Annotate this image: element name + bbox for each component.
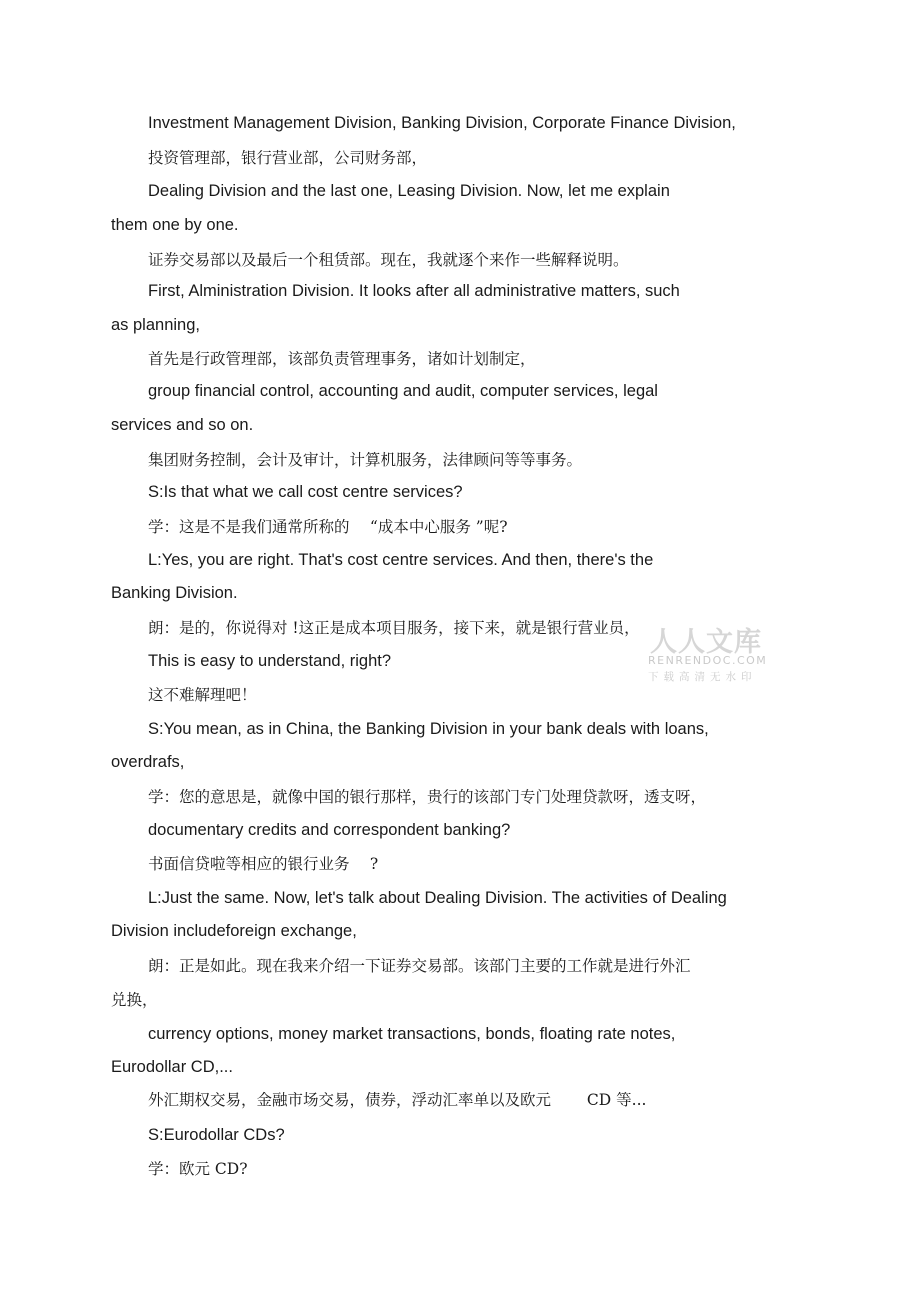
text-line: 外汇期权交易，金融市场交易，债券，浮动汇率单以及欧元 CD 等...	[148, 1091, 647, 1109]
watermark-title: 人人文库	[650, 627, 762, 658]
text-line: 集团财务控制，会计及审计，计算机服务，法律顾问等等事务。	[148, 451, 583, 469]
text-line: S:Eurodollar CDs?	[148, 1126, 285, 1144]
text-line: 首先是行政管理部，该部负责管理事务，诸如计划制定，	[148, 350, 536, 368]
text-line: 证券交易部以及最后一个租赁部。现在，我就逐个来作一些解释说明。	[148, 251, 629, 269]
watermark-slogan: 下载高清无水印	[648, 671, 757, 683]
text-line: 投资管理部，银行营业部，公司财务部，	[148, 149, 428, 167]
text-line: as planning,	[111, 316, 200, 334]
text-line: 学：您的意思是，就像中国的银行那样，贵行的该部门专门处理贷款呀，透支呀，	[148, 788, 707, 806]
text-line: 兑换，	[111, 991, 158, 1009]
text-line: 学：这是不是我们通常所称的 “成本中心服务 ”呢?	[148, 518, 508, 536]
text-line: Banking Division.	[111, 584, 238, 602]
text-line: Dealing Division and the last one, Leasing Division. Now, let me explain	[148, 182, 670, 200]
text-line: documentary credits and correspondent banking?	[148, 821, 511, 839]
watermark-url: RENRENDOC.COM	[648, 654, 768, 667]
text-line: Division includeforeign exchange,	[111, 922, 357, 940]
watermark	[644, 620, 779, 686]
text-line: First, Alministration Division. It looks after all administrative matters, such	[148, 282, 680, 300]
text-line: services and so on.	[111, 416, 254, 434]
text-line: overdrafs,	[111, 753, 185, 771]
text-line: S:You mean, as in China, the Banking Division in your bank deals with loans,	[148, 720, 709, 738]
text-line: L:Just the same. Now, let's talk about Dealing Division. The activities of Dealing	[148, 889, 727, 907]
text-line: L:Yes, you are right. That's cost centre services. And then, there's the	[148, 551, 654, 569]
text-line: group financial control, accounting and audit, computer services, legal	[148, 382, 658, 400]
text-line: 书面信贷啦等相应的银行业务 ?	[148, 855, 379, 873]
text-line: 这不难解理吧！	[148, 686, 257, 704]
text-line: 学：欧元 CD?	[148, 1160, 248, 1178]
text-line: Investment Management Division, Banking Division, Corporate Finance Division,	[148, 114, 736, 132]
text-line: 朗：是的，你说得对 !这正是成本项目服务，接下来，就是银行营业员，	[148, 619, 640, 637]
text-line: currency options, money market transactions, bonds, floating rate notes,	[148, 1025, 676, 1043]
text-line: S:Is that what we call cost centre services?	[148, 483, 463, 501]
text-line: 朗：正是如此。现在我来介绍一下证券交易部。该部门主要的工作就是进行外汇	[148, 957, 691, 975]
text-line: This is easy to understand, right?	[148, 652, 392, 670]
text-line: them one by one.	[111, 216, 239, 234]
text-line: Eurodollar CD,...	[111, 1058, 233, 1076]
